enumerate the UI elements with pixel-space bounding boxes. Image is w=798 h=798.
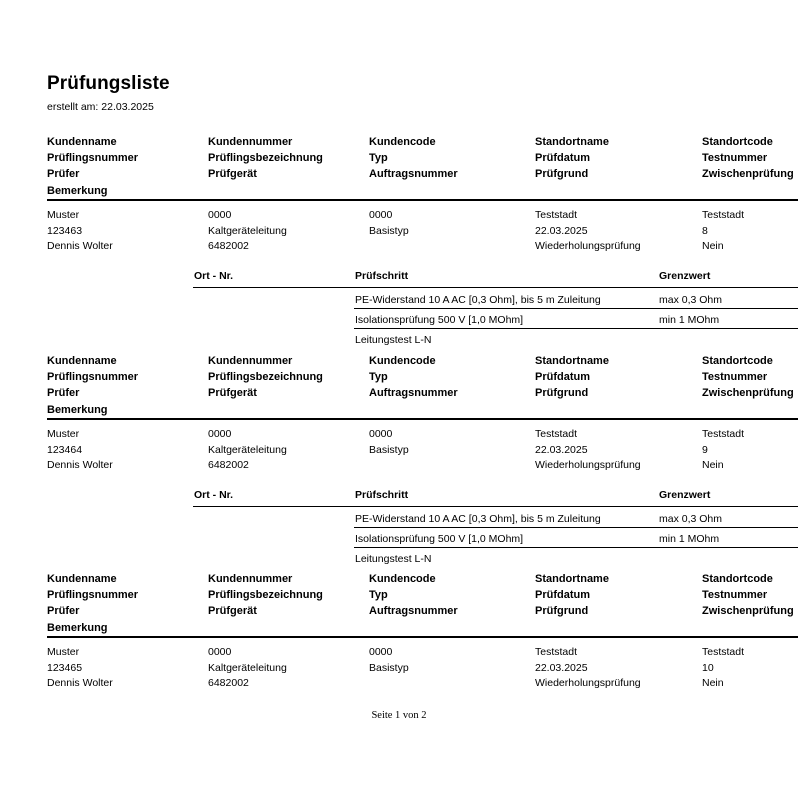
- header-kundencode: Kundencode: [369, 136, 436, 148]
- header-separator: [47, 199, 798, 201]
- subheader-ort-nr: Ort - Nr.: [194, 489, 234, 501]
- step-name: Isolationsprüfung 500 V [1,0 MOhm]: [355, 314, 524, 326]
- subheader-separator: [193, 287, 798, 288]
- header-kundenname: Kundenname: [47, 136, 117, 148]
- header-pruefer: Prüfer: [47, 387, 80, 399]
- header-zwischenpruefung: Zwischenprüfung: [702, 605, 794, 617]
- value-standortname: Teststadt: [535, 646, 578, 658]
- header-prueflingsnummer: Prüflingsnummer: [47, 371, 139, 383]
- header-kundenname: Kundenname: [47, 573, 117, 585]
- header-testnummer: Testnummer: [702, 152, 768, 164]
- value-standortcode: Teststadt: [702, 209, 745, 221]
- step-separator: [354, 308, 798, 309]
- value-pruefer: Dennis Wolter: [47, 459, 113, 471]
- subheader-separator: [193, 506, 798, 507]
- header-pruefgrund: Prüfgrund: [535, 168, 589, 180]
- header-kundennummer: Kundennummer: [208, 573, 293, 585]
- value-kundennummer: 0000: [208, 428, 232, 440]
- value-standortcode: Teststadt: [702, 428, 745, 440]
- value-pruefgeraet: 6482002: [208, 459, 249, 471]
- header-bemerkung: Bemerkung: [47, 185, 108, 197]
- value-kundencode: 0000: [369, 428, 393, 440]
- header-pruefgrund: Prüfgrund: [535, 387, 589, 399]
- value-kundennummer: 0000: [208, 209, 232, 221]
- value-kundennummer: 0000: [208, 646, 232, 658]
- header-standortname: Standortname: [535, 136, 609, 148]
- page-number: Seite 1 von 2: [371, 710, 427, 721]
- step-separator: [354, 527, 798, 528]
- value-kundenname: Muster: [47, 428, 80, 440]
- value-kundencode: 0000: [369, 209, 393, 221]
- header-prueflingsbezeichnung: Prüflingsbezeichnung: [208, 371, 323, 383]
- header-standortname: Standortname: [535, 355, 609, 367]
- value-kundencode: 0000: [369, 646, 393, 658]
- header-pruefgeraet: Prüfgerät: [208, 605, 257, 617]
- value-pruefgeraet: 6482002: [208, 677, 249, 689]
- value-prueflingsbezeichnung: Kaltgeräteleitung: [208, 444, 287, 456]
- report-created-date: erstellt am: 22.03.2025: [47, 101, 154, 113]
- header-separator: [47, 636, 798, 638]
- value-testnummer: 8: [702, 225, 708, 237]
- value-zwischenpruefung: Nein: [702, 240, 724, 252]
- step-separator: [354, 328, 798, 329]
- header-auftragsnummer: Auftragsnummer: [369, 168, 458, 180]
- header-standortcode: Standortcode: [702, 355, 773, 367]
- subheader-grenzwert: Grenzwert: [659, 270, 711, 282]
- header-zwischenpruefung: Zwischenprüfung: [702, 168, 794, 180]
- header-auftragsnummer: Auftragsnummer: [369, 605, 458, 617]
- header-typ: Typ: [369, 152, 388, 164]
- record-block: [0, 573, 798, 783]
- value-kundenname: Muster: [47, 209, 80, 221]
- step-limit: min 1 MOhm: [659, 533, 720, 545]
- value-standortname: Teststadt: [535, 428, 578, 440]
- value-typ: Basistyp: [369, 225, 409, 237]
- step-name: PE-Widerstand 10 A AC [0,3 Ohm], bis 5 m Zuleitung: [355, 294, 601, 306]
- header-typ: Typ: [369, 589, 388, 601]
- value-testnummer: 9: [702, 444, 708, 456]
- header-bemerkung: Bemerkung: [47, 404, 108, 416]
- step-separator: [354, 547, 798, 548]
- record-block: [0, 136, 798, 346]
- header-testnummer: Testnummer: [702, 589, 768, 601]
- header-pruefer: Prüfer: [47, 168, 80, 180]
- value-typ: Basistyp: [369, 444, 409, 456]
- step-name: Isolationsprüfung 500 V [1,0 MOhm]: [355, 533, 524, 545]
- step-limit: max 0,3 Ohm: [659, 294, 723, 306]
- step-name: PE-Widerstand 10 A AC [0,3 Ohm], bis 5 m Zuleitung: [355, 513, 601, 525]
- record-block: [0, 355, 798, 565]
- value-pruefer: Dennis Wolter: [47, 240, 113, 252]
- value-zwischenpruefung: Nein: [702, 677, 724, 689]
- value-prueflingsbezeichnung: Kaltgeräteleitung: [208, 225, 287, 237]
- header-standortcode: Standortcode: [702, 136, 773, 148]
- value-pruefdatum: 22.03.2025: [535, 662, 588, 674]
- header-testnummer: Testnummer: [702, 371, 768, 383]
- value-prueflingsbezeichnung: Kaltgeräteleitung: [208, 662, 287, 674]
- header-prueflingsbezeichnung: Prüflingsbezeichnung: [208, 589, 323, 601]
- header-pruefdatum: Prüfdatum: [535, 589, 590, 601]
- header-kundennummer: Kundennummer: [208, 136, 293, 148]
- header-auftragsnummer: Auftragsnummer: [369, 387, 458, 399]
- subheader-pruefschritt: Prüfschritt: [355, 489, 409, 501]
- value-zwischenpruefung: Nein: [702, 459, 724, 471]
- header-pruefdatum: Prüfdatum: [535, 152, 590, 164]
- header-pruefgeraet: Prüfgerät: [208, 387, 257, 399]
- value-pruefgrund: Wiederholungsprüfung: [535, 677, 641, 689]
- header-prueflingsbezeichnung: Prüflingsbezeichnung: [208, 152, 323, 164]
- value-pruefdatum: 22.03.2025: [535, 444, 588, 456]
- header-prueflingsnummer: Prüflingsnummer: [47, 589, 139, 601]
- subheader-pruefschritt: Prüfschritt: [355, 270, 409, 282]
- value-prueflingsnummer: 123465: [47, 662, 83, 674]
- step-limit: max 0,3 Ohm: [659, 513, 723, 525]
- header-pruefgeraet: Prüfgerät: [208, 168, 257, 180]
- value-testnummer: 10: [702, 662, 714, 674]
- header-bemerkung: Bemerkung: [47, 622, 108, 634]
- value-pruefdatum: 22.03.2025: [535, 225, 588, 237]
- value-kundenname: Muster: [47, 646, 80, 658]
- value-typ: Basistyp: [369, 662, 409, 674]
- step-limit: min 1 MOhm: [659, 314, 720, 326]
- value-prueflingsnummer: 123463: [47, 225, 83, 237]
- value-pruefer: Dennis Wolter: [47, 677, 113, 689]
- header-kundencode: Kundencode: [369, 355, 436, 367]
- header-zwischenpruefung: Zwischenprüfung: [702, 387, 794, 399]
- header-pruefer: Prüfer: [47, 605, 80, 617]
- value-standortname: Teststadt: [535, 209, 578, 221]
- header-separator: [47, 418, 798, 420]
- value-pruefgrund: Wiederholungsprüfung: [535, 459, 641, 471]
- value-pruefgrund: Wiederholungsprüfung: [535, 240, 641, 252]
- subheader-ort-nr: Ort - Nr.: [194, 270, 234, 282]
- header-standortcode: Standortcode: [702, 573, 773, 585]
- header-pruefdatum: Prüfdatum: [535, 371, 590, 383]
- header-standortname: Standortname: [535, 573, 609, 585]
- step-name: Leitungstest L-N: [355, 334, 432, 346]
- header-kundenname: Kundenname: [47, 355, 117, 367]
- header-pruefgrund: Prüfgrund: [535, 605, 589, 617]
- header-prueflingsnummer: Prüflingsnummer: [47, 152, 139, 164]
- header-typ: Typ: [369, 371, 388, 383]
- value-pruefgeraet: 6482002: [208, 240, 249, 252]
- header-kundencode: Kundencode: [369, 573, 436, 585]
- step-name: Leitungstest L-N: [355, 553, 432, 565]
- header-kundennummer: Kundennummer: [208, 355, 293, 367]
- report-title: Prüfungsliste: [47, 73, 170, 94]
- subheader-grenzwert: Grenzwert: [659, 489, 711, 501]
- value-standortcode: Teststadt: [702, 646, 745, 658]
- value-prueflingsnummer: 123464: [47, 444, 83, 456]
